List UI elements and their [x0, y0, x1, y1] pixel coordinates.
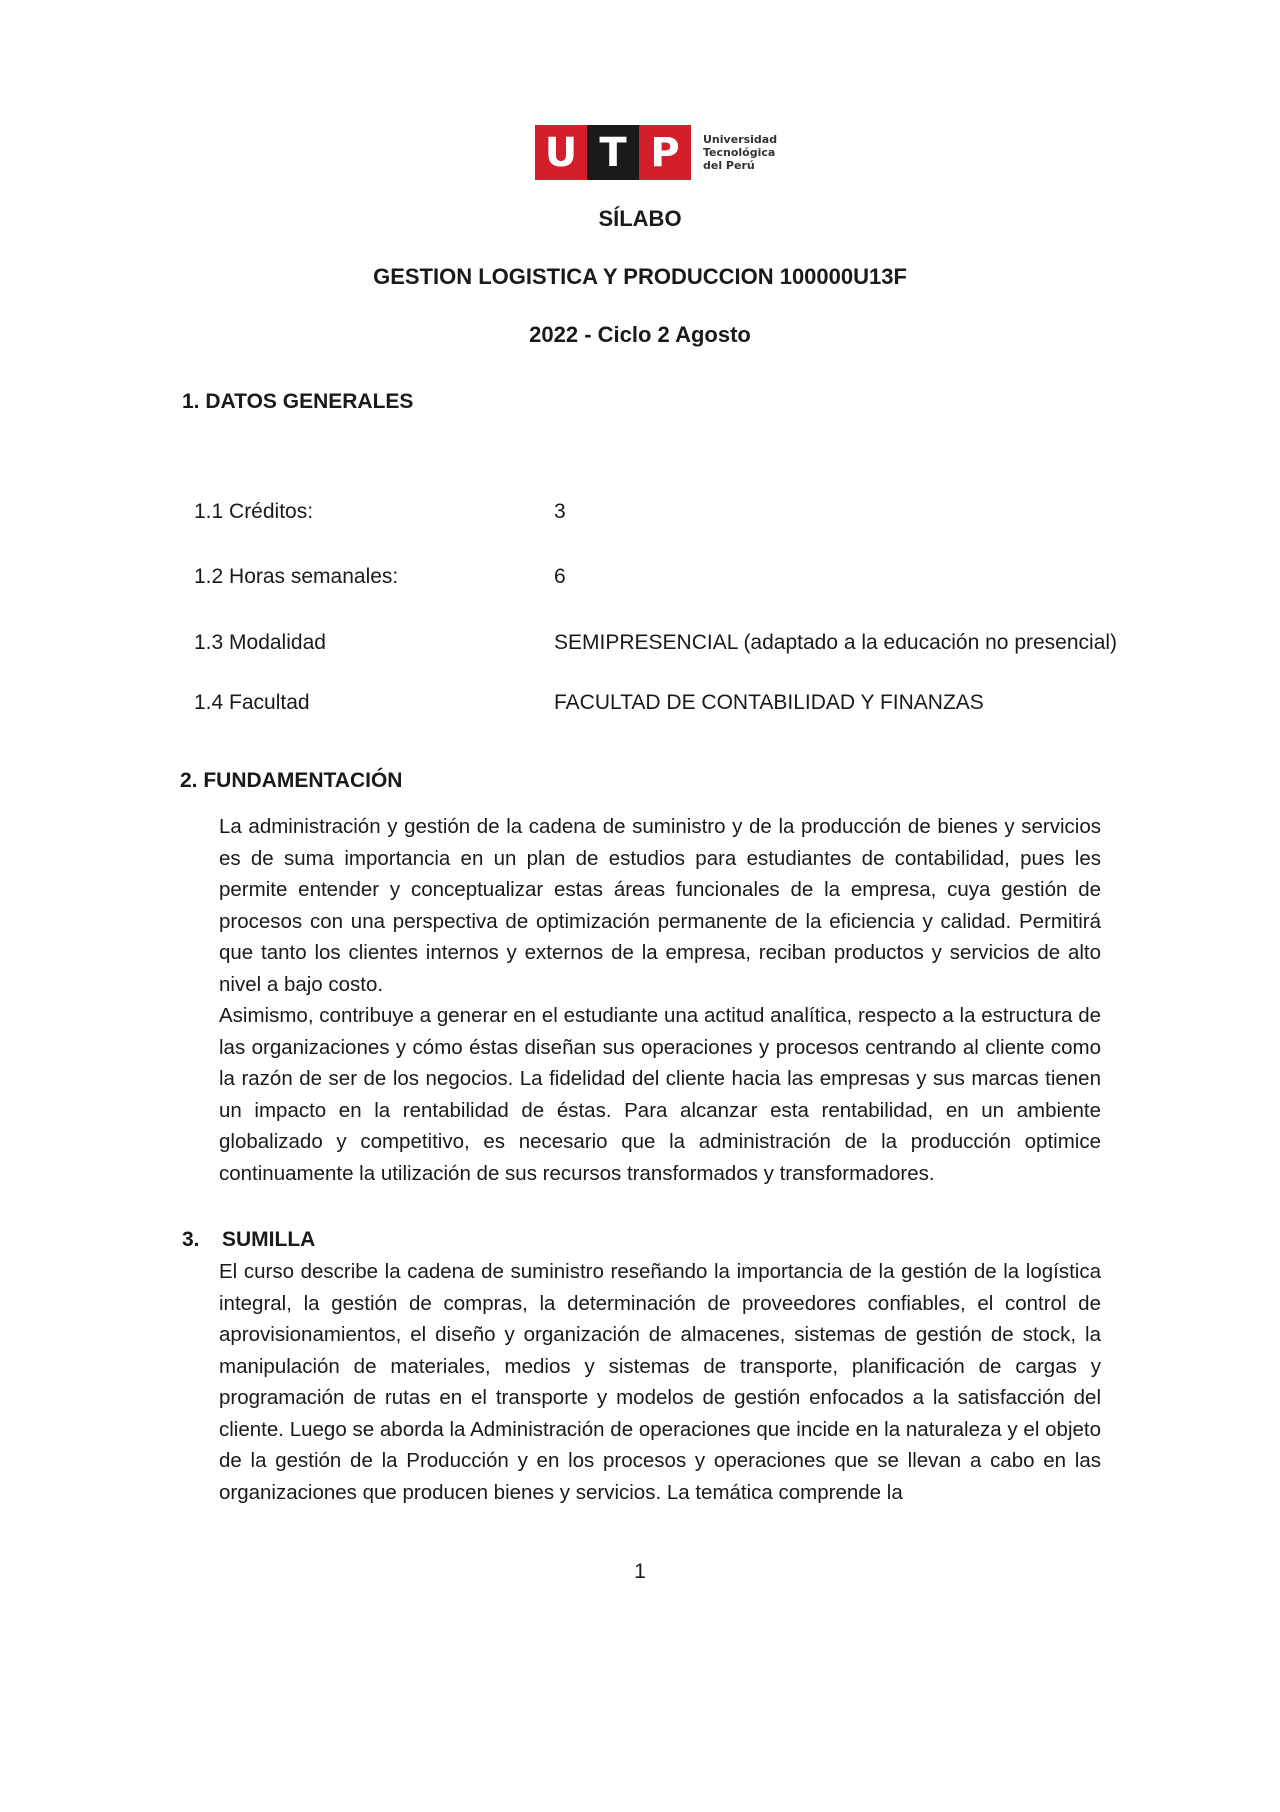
row-label: 1.2 Horas semanales:	[194, 565, 399, 588]
row-label: 1.3 Modalidad	[194, 631, 326, 654]
section-number: 3.	[182, 1228, 200, 1251]
section-heading-datos-generales: 1. DATOS GENERALES	[182, 390, 414, 413]
row-label: 1.4 Facultad	[194, 691, 310, 714]
row-value: SEMIPRESENCIAL (adaptado a la educación no presencial)	[554, 631, 1118, 654]
logo-line-1: Universidad	[703, 133, 778, 146]
sumilla-paragraph: El curso describe la cadena de suministro reseñando la importancia de la gestión de la logística integral, la gestión de compras, la determinación de proveedores confiables, el control de aprovisionamientos, el diseño y organización de almacenes, sistemas de gestión de stock, la manipulación de materiales, medios y sistemas de transporte, planificación de cargas y programación de rutas en el transporte y modelos de gestión enfocados a la satisfacción del cliente. Luego se aborda la Administración de operaciones que incide en la naturaleza y el objeto de la gestión de la Producción y en los procesos y operaciones que se llevan a cabo en las organizaciones que producen bienes y servicios. La temática comprende la	[219, 1260, 1101, 1504]
course-period: 2022 - Ciclo 2 Agosto	[529, 322, 751, 347]
row-value: 3	[554, 500, 566, 523]
utp-logo	[535, 125, 777, 180]
logo-line-2: Tecnológica	[703, 146, 776, 159]
document-title: SÍLABO	[598, 206, 682, 231]
logo-wordmark	[703, 133, 777, 172]
row-value: 6	[554, 565, 566, 588]
page-number: 1	[634, 1560, 646, 1583]
logo-letter-t: T	[587, 125, 639, 180]
logo-line-3: del Perú	[703, 159, 755, 172]
fundamentacion-paragraph-1: La administración y gestión de la cadena de suministro y de la producción de bienes y servicios es de suma importancia en un plan de estudios para estudiantes de contabilidad, pues les permite entender y conceptualizar estas áreas funcionales de la empresa, cuya gestión de procesos con una perspectiva de optimización permanente de la eficiencia y calidad. Permitirá que tanto los clientes internos y externos de la empresa, reciban productos y servicios de alto nivel a bajo costo.	[219, 815, 1101, 996]
section-heading-fundamentacion: 2. FUNDAMENTACIÓN	[180, 769, 403, 792]
course-title: GESTION LOGISTICA Y PRODUCCION 100000U13F	[373, 264, 907, 289]
section-title: SUMILLA	[222, 1228, 316, 1251]
row-value: FACULTAD DE CONTABILIDAD Y FINANZAS	[554, 691, 984, 714]
row-label: 1.1 Créditos:	[194, 500, 314, 523]
logo-letter-u: U	[535, 125, 587, 180]
logo-letter-p: P	[639, 125, 691, 180]
utp-logo-mark	[535, 125, 691, 180]
section-heading-sumilla	[182, 1228, 315, 1252]
fundamentacion-paragraph-2: Asimismo, contribuye a generar en el estudiante una actitud analítica, respecto a la estructura de las organizaciones y cómo éstas diseñan sus operaciones y procesos centrando al cliente como la razón de ser de los negocios. La fidelidad del cliente hacia las empresas y sus marcas tienen un impacto en la rentabilidad de éstas. Para alcanzar esta rentabilidad, en un ambiente globalizado y competitivo, es necesario que la administración de la producción optimice continuamente la utilización de sus recursos transformados y transformadores.	[219, 1004, 1101, 1185]
